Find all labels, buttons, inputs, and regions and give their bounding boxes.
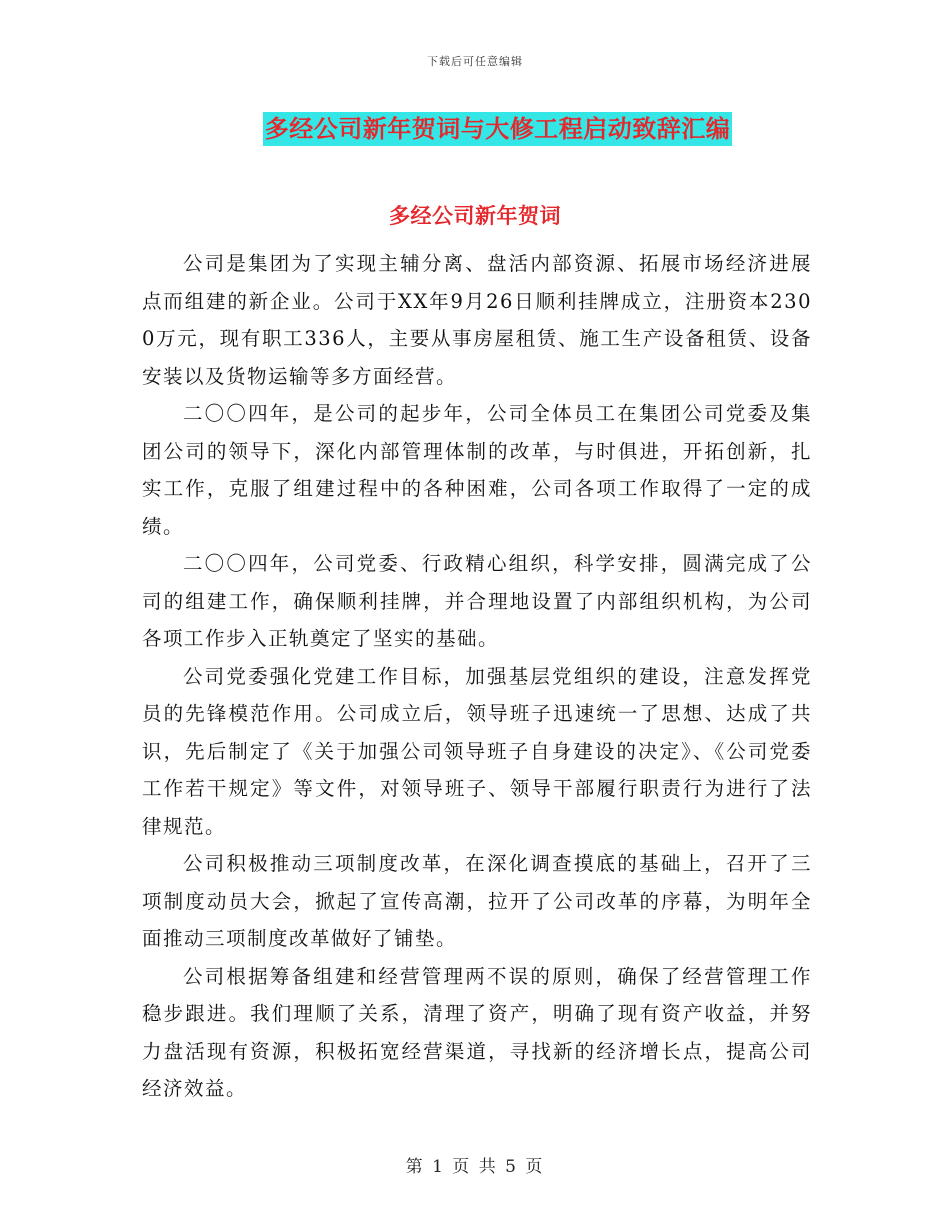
page-number-footer: 第 1 页 共 5 页 xyxy=(405,1157,545,1177)
body-paragraph: 公司党委强化党建工作目标，加强基层党组织的建设，注意发挥党员的先锋模范作用。公司成立后，领导班子迅速统一了思想、达成了共识，先后制定了《关于加强公司领导班子自身建设的决定》、《公司党委工作若干规定》等文件，对领导班子、领导干部履行职责行为进行了法律规范。 xyxy=(142,664,812,838)
body-paragraph: 公司根据筹备组建和经营管理两不误的原则，确保了经营管理工作稳步跟进。我们理顺了关系，清理了资产，明确了现有资产收益，并努力盘活现有资源，积极拓宽经营渠道，寻找新的经济增长点，提高公司经济效益。 xyxy=(142,964,812,1100)
document-body xyxy=(142,245,812,1108)
document-title: 多经公司新年贺词与大修工程启动致辞汇编 xyxy=(263,112,733,146)
header-note: 下载后可任意编辑 xyxy=(427,55,523,68)
section-title: 多经公司新年贺词 xyxy=(389,204,561,228)
body-paragraph: 二〇〇四年，公司党委、行政精心组织，科学安排，圆满完成了公司的组建工作，确保顺利挂牌，并合理地设置了内部组织机构，为公司各项工作步入正轨奠定了坚实的基础。 xyxy=(142,552,812,650)
body-paragraph: 二〇〇四年，是公司的起步年，公司全体员工在集团公司党委及集团公司的领导下，深化内部管理体制的改革，与时俱进，开拓创新，扎实工作，克服了组建过程中的各种困难，公司各项工作取得了一定的成绩。 xyxy=(142,402,812,538)
document-title-container xyxy=(0,112,950,146)
body-paragraph: 公司是集团为了实现主辅分离、盘活内部资源、拓展市场经济进展点而组建的新企业。公司于XX年9月26日顺利挂牌成立，注册资本2300万元，现有职工336人，主要从事房屋租赁、施工生产设备租赁、设备安装以及货物运输等多方面经营。 xyxy=(142,252,812,388)
body-paragraph: 公司积极推动三项制度改革，在深化调查摸底的基础上，召开了三项制度动员大会，掀起了宣传高潮，拉开了公司改革的序幕，为明年全面推动三项制度改革做好了铺垫。 xyxy=(142,852,812,950)
